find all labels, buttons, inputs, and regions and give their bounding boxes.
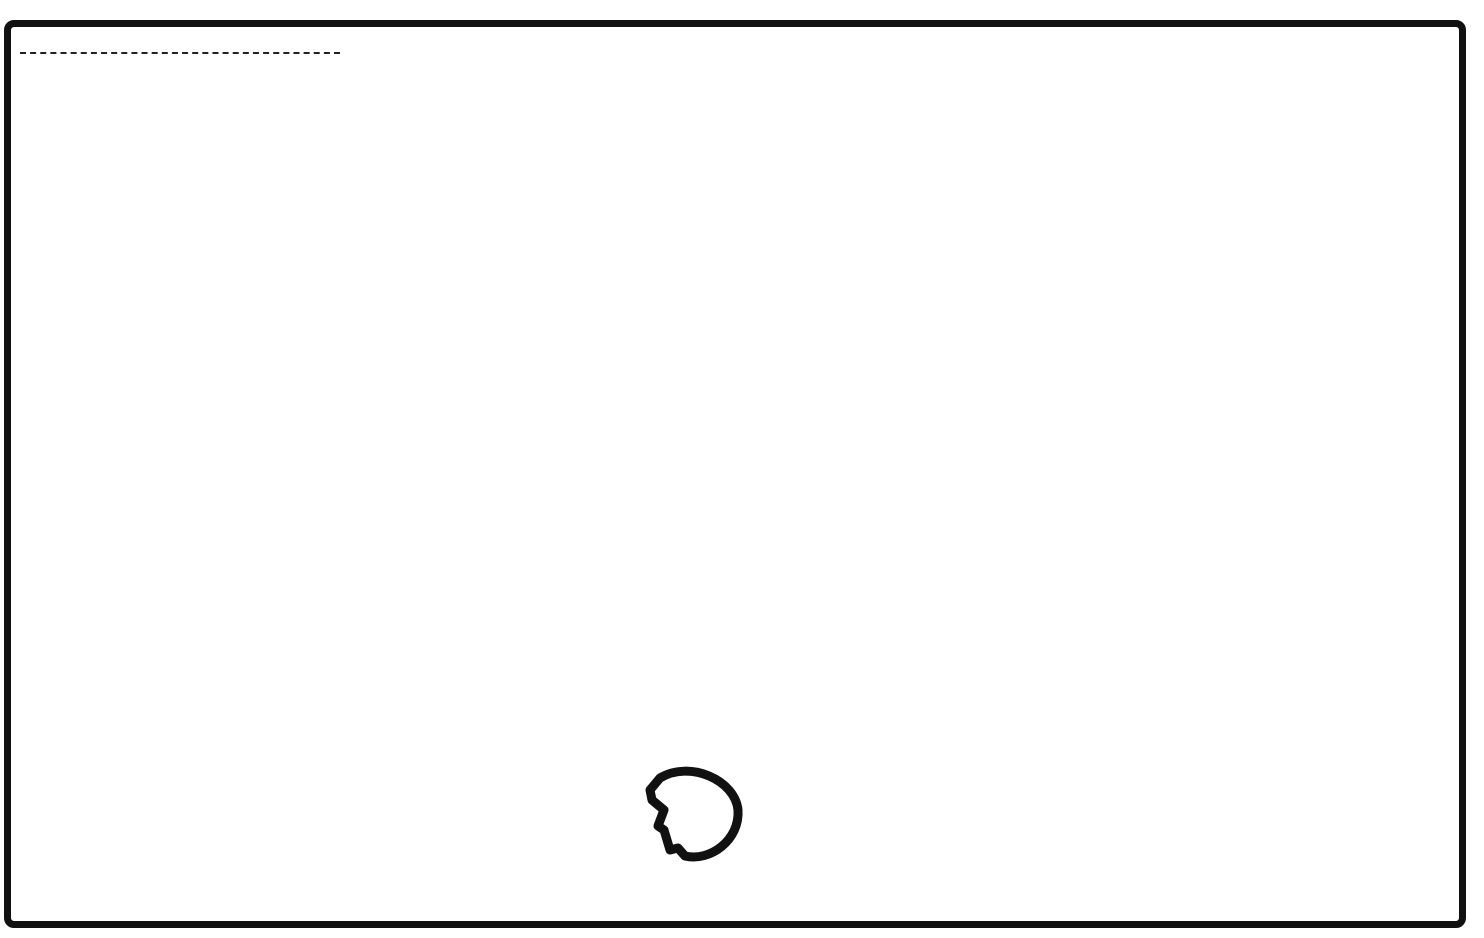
top-dashed-rule — [20, 52, 340, 54]
stamp-ring-icon — [630, 760, 750, 870]
